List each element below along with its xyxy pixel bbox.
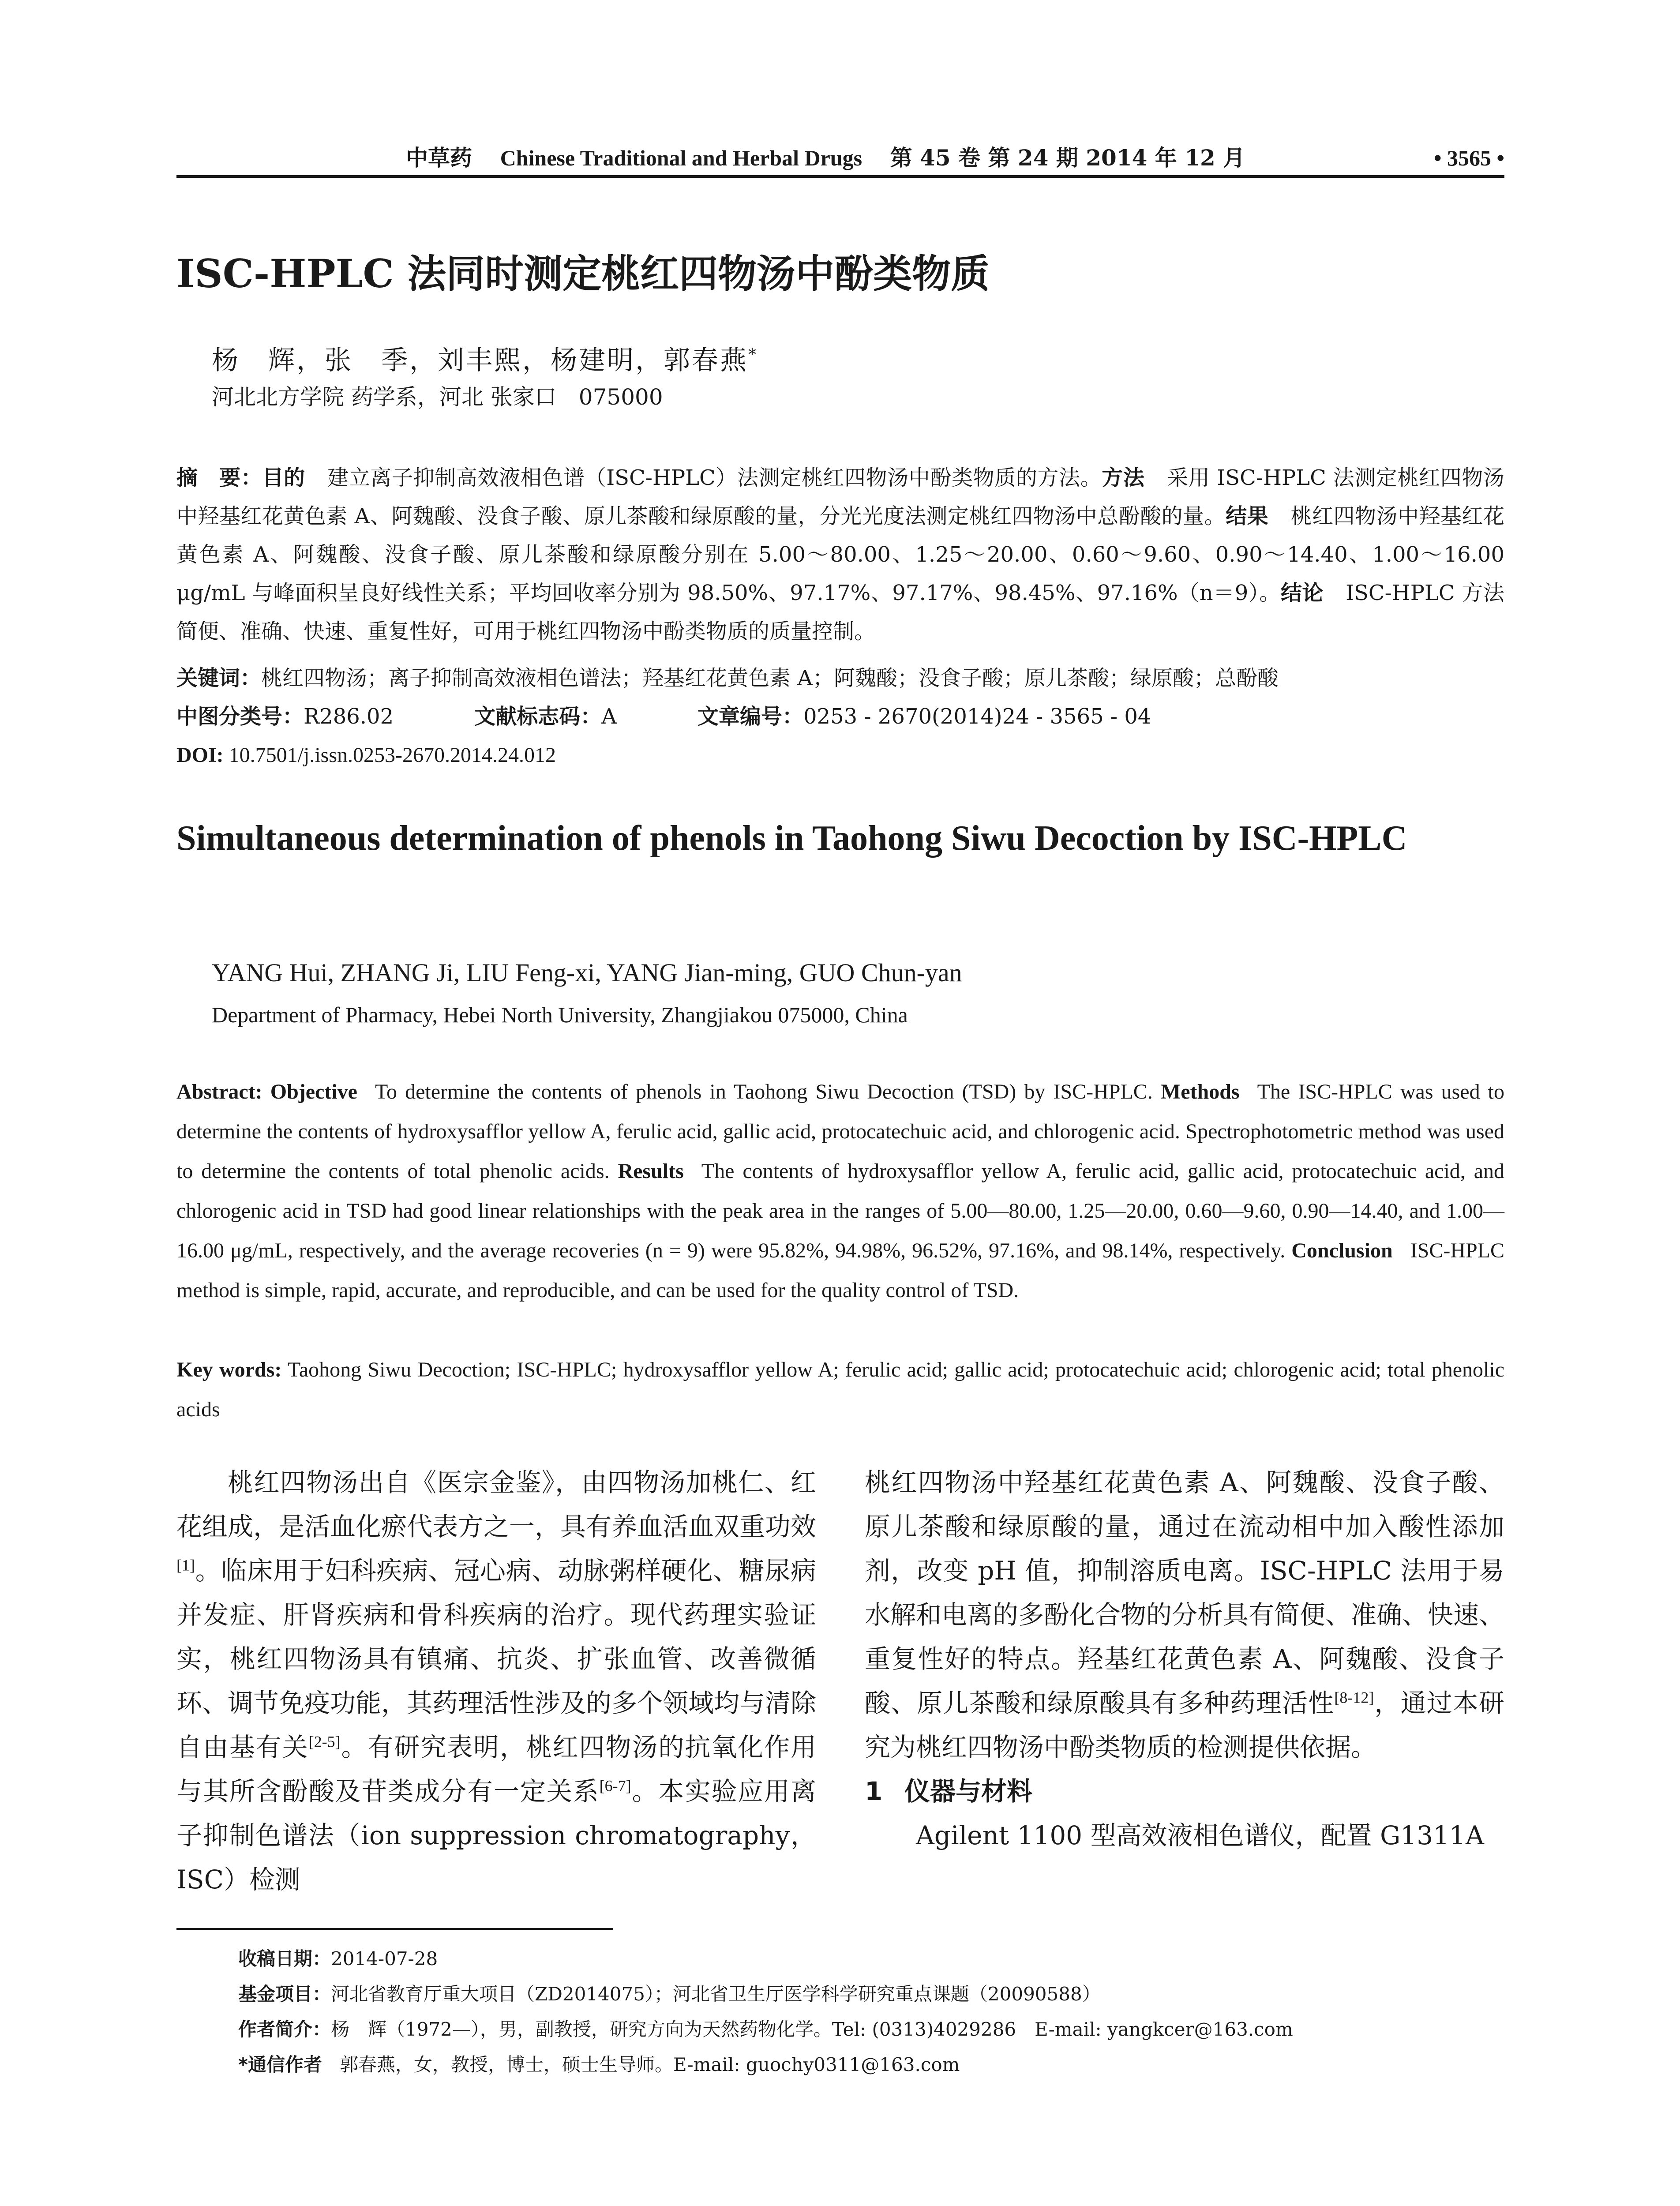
results-cn: 桃红四物汤中羟基红花黄色素 A、阿魏酸、没食子酸、原儿茶酸和绿原酸分别在 5.00～80.00、1.25～20.00、0.60～9.60、0.90～14.40、1.00～16.00 μg/mL 与峰面积呈良好线性关系；平均回收率分别为 98.50%、97.17%、97.17%、98.45%、97.16%（n＝9）。 xyxy=(176,504,1504,605)
corresponding-text: 郭春燕，女，教授，博士，硕士生导师。E-mail: guochy0311@163.com xyxy=(340,2054,960,2075)
results-en: The contents of hydroxysafflor yellow A, ferulic acid, gallic acid, protocatechuic acid, and chlorogenic acid in TSD had good linear relationships with the peak area in the ranges of 5.00—80.00, 1.25—20.00, 0.60—9.60, 0.90—14.40, and 1.00—16.00 μg/mL, respectively, and the average recoveries (n = 9) were 95.82%, 94.98%, 96.52%, 97.16%, and 98.14%, respectively. xyxy=(176,1159,1505,1262)
article-number-value: 0253 - 2670(2014)24 - 3565 - 04 xyxy=(803,704,1151,729)
citation-2-5[interactable]: [2-5] xyxy=(308,1733,341,1751)
footnotes xyxy=(238,1941,1504,2082)
intro-text-3: 。有研究表明，桃红四物汤的抗氧化作用与其所含酚酸及苷类成分有一定关系 xyxy=(176,1732,816,1806)
citation-8-12[interactable]: [8-12] xyxy=(1334,1688,1374,1707)
header-rule xyxy=(176,175,1504,178)
doc-code-label: 文献标志码： xyxy=(474,704,602,729)
author-text: 杨 辉（1972—），男，副教授，研究方向为天然药物化学。Tel: (0313)4029286 E-mail: yangkcer@163.com xyxy=(331,2018,1293,2040)
citation-6-7[interactable]: [6-7] xyxy=(599,1777,631,1795)
conclusion-en: ISC-HPLC method is simple, rapid, accurate, and reproducible, and can be used for the quality control of TSD. xyxy=(176,1239,1505,1302)
instruments-paragraph: Agilent 1100 型高效液相色谱仪，配置 G1311A xyxy=(916,1820,1484,1850)
journal-name-cn: 中草药 xyxy=(406,145,472,171)
authors-cn-names: 杨 辉，张 季，刘丰熙，杨建明，郭春燕 xyxy=(212,345,748,376)
keywords-en xyxy=(176,1350,1504,1429)
affiliation-cn: 河北北方学院 药学系，河北 张家口 075000 xyxy=(212,384,663,410)
conclusion-label-en: Conclusion xyxy=(1291,1239,1393,1262)
intro-continued-paragraph xyxy=(865,1460,1504,1769)
keywords-en-text: Taohong Siwu Decoction; ISC-HPLC; hydroxysafflor yellow A; ferulic acid; gallic acid; protocatechuic acid; chlorogenic acid; total phenolic acids xyxy=(176,1358,1504,1421)
results-label-cn: 结果 xyxy=(1226,504,1269,529)
doc-code-value: A xyxy=(601,704,617,729)
methods-en: The ISC-HPLC was used to determine the contents of hydroxysafflor yellow A, ferulic acid, gallic acid, protocatechuic acid, and chlorogenic acid. Spectrophotometric method was used to determine the contents of total phenolic acids. xyxy=(176,1080,1505,1183)
intro-paragraph xyxy=(176,1460,816,1902)
footnote-author xyxy=(238,2012,1504,2047)
section-number: 1 xyxy=(865,1776,883,1806)
journal-line xyxy=(406,140,1245,176)
intro-text-1: 桃红四物汤出自《医宗金鉴》，由四物汤加桃仁、红花组成，是活血化瘀代表方之一，具有养血活血双重功效 xyxy=(176,1467,817,1542)
objective-en: To determine the contents of phenols in Taohong Siwu Decoction (TSD) by ISC-HPLC. xyxy=(375,1080,1153,1103)
intro-text-2: 。临床用于妇科疾病、冠心病、动脉粥样硬化、糖尿病并发症、肝肾疾病和骨科疾病的治疗。现代药理实验证实，桃红四物汤具有镇痛、抗炎、扩张血管、改善微循环、调节免疫功能，其药理活性涉及的多个领域均与清除自由基有关 xyxy=(176,1556,817,1762)
body-column-left xyxy=(176,1460,816,1902)
classification-line xyxy=(176,698,1504,736)
footnote-corresponding xyxy=(238,2047,1504,2082)
methods-label-cn: 方法 xyxy=(1102,465,1145,490)
issue-info: 第 45 卷 第 24 期 2014 年 12 月 xyxy=(890,145,1245,171)
objective-label-en: Objective xyxy=(270,1080,357,1103)
abstract-en xyxy=(176,1072,1504,1310)
footnote-rule xyxy=(176,1928,613,1930)
conclusion-cn: ISC-HPLC 方法简便、准确、快速、重复性好，可用于桃红四物汤中酚类物质的质量控制。 xyxy=(176,581,1504,644)
received-date: 2014-07-28 xyxy=(331,1948,438,1970)
doi-line xyxy=(176,736,556,774)
keywords-en-label: Key words: xyxy=(176,1358,282,1381)
fund-text: 河北省教育厅重大项目（ZD2014075）；河北省卫生厅医学科学研究重点课题（20090588） xyxy=(331,1983,1101,2005)
journal-name-en: Chinese Traditional and Herbal Drugs xyxy=(500,146,862,170)
section-heading-1 xyxy=(865,1769,1504,1813)
keywords-cn xyxy=(176,659,1504,698)
title-cn: ISC-HPLC 法同时测定桃红四物汤中酚类物质 xyxy=(176,251,990,296)
intro-text-5: 桃红四物汤中羟基红花黄色素 A、阿魏酸、没食子酸、原儿茶酸和绿原酸的量，通过在流动相中加入酸性添加剂，改变 pH 值，抑制溶质电离。ISC-HPLC 法用于易水解和电离的多酚化合物的分析具有简便、准确、快速、重复性好的特点。羟基红花黄色素 A、阿魏酸、没食子酸、原儿茶酸和绿原酸具有多种药理活性 xyxy=(865,1467,1505,1718)
abstract-cn xyxy=(176,459,1504,651)
fund-label: 基金项目： xyxy=(238,1983,331,2005)
article-number-label: 文章编号： xyxy=(697,704,803,729)
abstract-en-label: Abstract: xyxy=(176,1080,262,1103)
methods-cn: 采用 ISC-HPLC 法测定桃红四物汤中羟基红花黄色素 A、阿魏酸、没食子酸、原儿茶酸和绿原酸的量，分光光度法测定桃红四物汤中总酚酸的量。 xyxy=(176,465,1504,529)
author-label: 作者简介： xyxy=(238,2018,331,2040)
methods-label-en: Methods xyxy=(1160,1080,1240,1103)
intro-text-6: ，通过本研究为桃红四物汤中酚类物质的检测提供依据。 xyxy=(865,1688,1504,1762)
section-title: 仪器与材料 xyxy=(904,1776,1033,1806)
intro-text-4: 。本实验应用离子抑制色谱法（ion suppression chromatography，ISC）检测 xyxy=(176,1776,816,1895)
results-label-en: Results xyxy=(618,1159,684,1183)
footnote-fund xyxy=(238,1977,1504,2012)
page-number: • 3565 • xyxy=(1433,146,1504,170)
keywords-cn-text: 桃红四物汤；离子抑制高效液相色谱法；羟基红花黄色素 A；阿魏酸；没食子酸；原儿茶酸；绿原酸；总酚酸 xyxy=(261,666,1279,690)
objective-label-cn: 目的 xyxy=(262,465,305,490)
footnote-received xyxy=(238,1941,1504,1977)
keywords-cn-label: 关键词： xyxy=(176,666,262,690)
clc-value: R286.02 xyxy=(304,704,394,729)
title-en: Simultaneous determination of phenols in Taohong Siwu Decoction by ISC-HPLC xyxy=(176,819,1407,858)
abstract-cn-label: 摘 要： xyxy=(176,465,262,490)
objective-cn: 建立离子抑制高效液相色谱（ISC-HPLC）法测定桃红四物汤中酚类物质的方法。 xyxy=(327,465,1102,490)
doi-label: DOI: xyxy=(176,743,224,767)
authors-cn xyxy=(212,335,758,380)
corresponding-label: *通信作者 xyxy=(238,2054,322,2075)
doi-value[interactable]: 10.7501/j.issn.0253-2670.2014.24.012 xyxy=(229,743,556,767)
body-column-right xyxy=(865,1460,1504,1857)
clc-label: 中图分类号： xyxy=(176,704,304,729)
authors-en: YANG Hui, ZHANG Ji, LIU Feng-xi, YANG Jian-ming, GUO Chun-yan xyxy=(212,958,962,987)
running-header xyxy=(176,140,1504,176)
affiliation-en: Department of Pharmacy, Hebei North University, Zhangjiakou 075000, China xyxy=(212,1002,908,1027)
conclusion-label-cn: 结论 xyxy=(1280,581,1324,605)
received-label: 收稿日期： xyxy=(238,1948,331,1970)
corresponding-mark: * xyxy=(748,346,758,364)
citation-1[interactable]: [1] xyxy=(176,1556,195,1574)
